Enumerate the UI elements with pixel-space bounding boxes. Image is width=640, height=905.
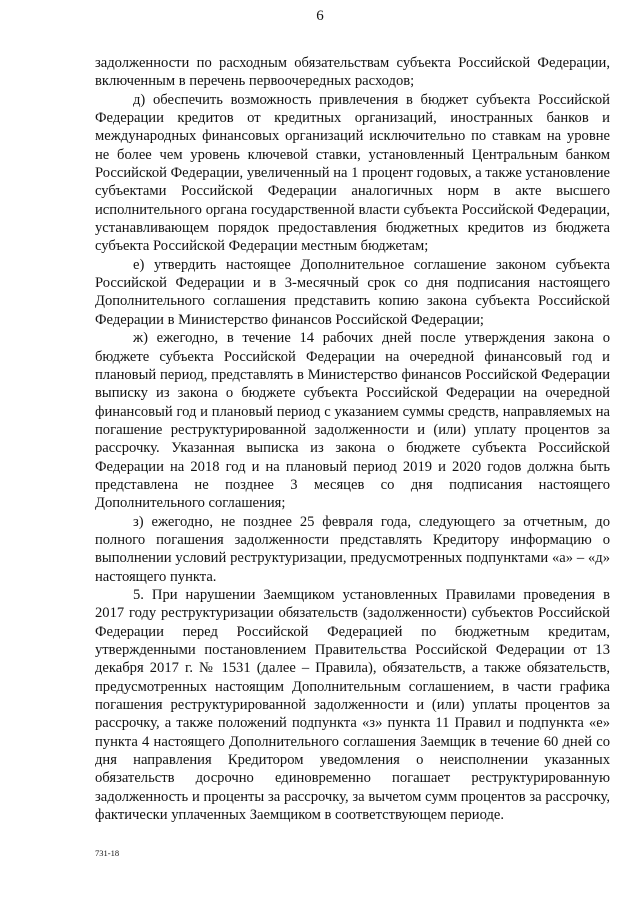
paragraph-item-d: д) обеспечить возможность привлечения в бюджет субъекта Российской Федерации кредитов от кредитных организаций, иностранных банков и международных финансовых организаций исключительно по ставкам на уровне не более чем уровень ключевой ставки, установленный Центральным банком Российской Федерации, увеличенный на 1 процент годовых, а также установление субъектами Российской Федерации аналогичных норм в акте высшего исполнительного органа государственной власти субъекта Российской Федерации, устанавливающем порядок предоставления бюджетных кредитов из бюджета субъекта Российской Федерации местным бюджетам; xyxy=(95,91,610,255)
document-code: 731-18 xyxy=(95,848,120,858)
paragraph-item-zh: ж) ежегодно, в течение 14 рабочих дней после утверждения закона о бюджете субъекта Российской Федерации на очередной финансовый год и плановый период, представлять в Министерство финансов Российской Федерации выписку из закона о бюджете субъекта Российской Федерации на очередной финансовый год и плановый период с указанием суммы средств, направляемых на погашение реструктурированной задолженности и (или) уплату процентов за рассрочку. Указанная выписка из закона о бюджете субъекта Российской Федерации на 2018 год и на плановый период 2019 и 2020 годов должна быть представлена не позднее 3 месяцев со дня подписания настоящего Дополнительного соглашения; xyxy=(95,330,610,512)
paragraph-item-e: е) утвердить настоящее Дополнительное соглашение законом субъекта Российской Федерации и в 3-месячный срок со дня подписания настоящего Дополнительного соглашения представить копию закона субъекта Российской Федерации в Министерство финансов Российской Федерации; xyxy=(95,256,610,328)
page-number: 6 xyxy=(316,8,324,24)
paragraph-clause-5: 5. При нарушении Заемщиком установленных Правилами проведения в 2017 году реструктуризации обязательств (задолженности) субъектов Российской Федерации перед Российской Федерацией по бюджетным кредитам, утвержденными постановлением Правительства Российской Федерации от 13 декабря 2017 г. № 1531 (далее – Правила), обязательств, а также обязательств, предусмотренных настоящим Дополнительным соглашением, в части графика погашения реструктурированной задолженности и (или) уплаты процентов за рассрочку, а также положений подпункта «з» пункта 11 Правил и подпункта «е» пункта 4 настоящего Дополнительного соглашения Заемщик в течение 60 дней со дня направления Кредитором уведомления о неисполнении указанных обязательств досрочно единовременно погашает реструктурированную задолженность и проценты за рассрочку, за вычетом сумм процентов за рассрочку, фактически уплаченных Заемщиком в соответствующем периоде. xyxy=(95,586,610,824)
paragraph-continuation: задолженности по расходным обязательствам субъекта Российской Федерации, включенным в перечень первоочередных расходов; xyxy=(95,55,610,90)
paragraph-item-z: з) ежегодно, не позднее 25 февраля года, следующего за отчетным, до полного погашения задолженности представлять Кредитору информацию о выполнении условий реструктуризации, предусмотренных подпунктами «а» – «д» настоящего пункта. xyxy=(95,513,610,585)
document-body xyxy=(95,54,610,824)
